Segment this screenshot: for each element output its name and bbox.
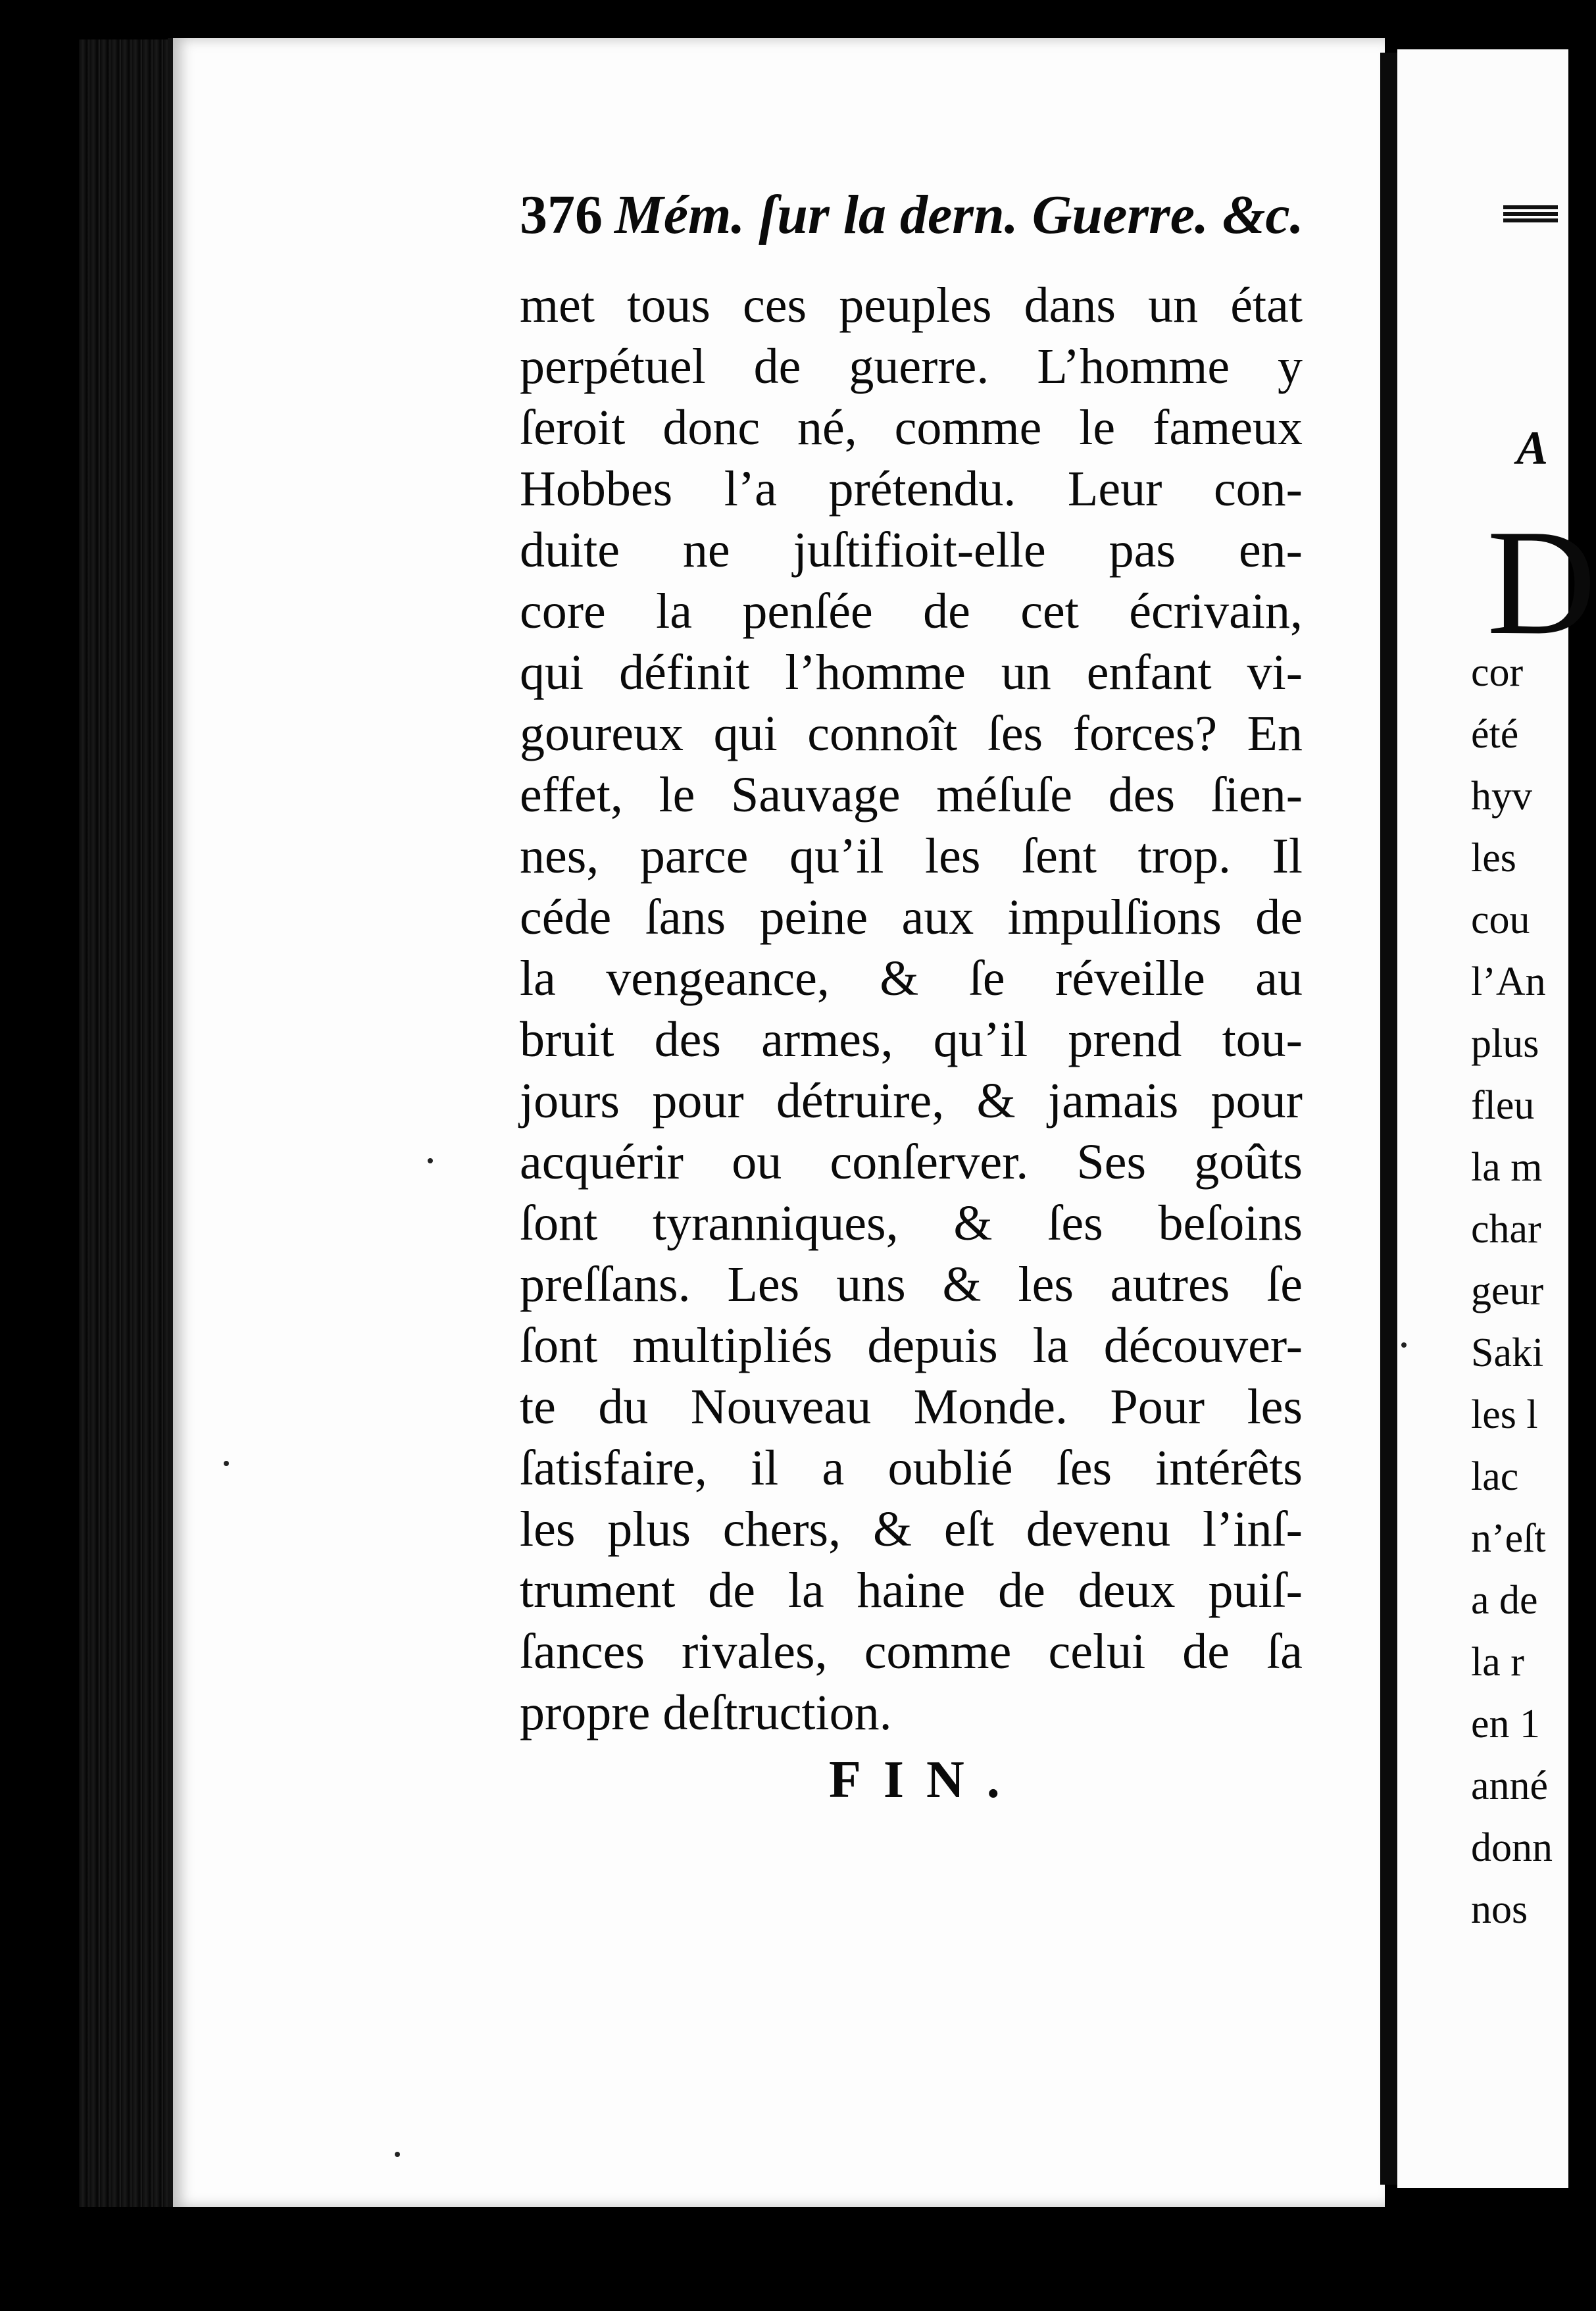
text-line: acquérir ou conſerver. Ses goûts bbox=[520, 1134, 1303, 1190]
facing-line: les bbox=[1471, 836, 1516, 880]
text-line: trument de la haine de deux puiſ- bbox=[520, 1563, 1303, 1618]
running-head bbox=[520, 184, 1309, 245]
running-title: Mém. ſur la dern. Guerre. &c. bbox=[614, 184, 1304, 245]
facing-line: Saki bbox=[1471, 1331, 1544, 1375]
body-text bbox=[520, 275, 1303, 1744]
facing-line: cou bbox=[1471, 898, 1530, 942]
text-line: bruit des armes, qu’il prend tou- bbox=[520, 1012, 1303, 1067]
facing-line: fleu bbox=[1471, 1083, 1535, 1128]
facing-line: geur bbox=[1471, 1269, 1544, 1313]
text-line: ſances rivales, comme celui de ſa bbox=[520, 1624, 1303, 1679]
page-number: 376 bbox=[520, 184, 603, 245]
facing-page-text bbox=[1471, 642, 1558, 1941]
paper-speck bbox=[224, 1461, 229, 1466]
facing-line: la r bbox=[1471, 1640, 1524, 1685]
text-line: ſeroit donc né, comme le fameux bbox=[520, 400, 1303, 455]
text-line: ſont multipliés depuis la découver- bbox=[520, 1318, 1303, 1373]
text-line: nes, parce qu’il les ſent trop. Il bbox=[520, 828, 1303, 884]
text-line: ſont tyranniques, & ſes beſoins bbox=[520, 1196, 1303, 1251]
facing-line: char bbox=[1471, 1207, 1541, 1252]
text-line: la vengeance, & ſe réveille au bbox=[520, 951, 1303, 1006]
text-line: propre deſtruction. bbox=[520, 1685, 892, 1740]
facing-line: n’eſt bbox=[1471, 1516, 1546, 1561]
text-line: les plus chers, & eſt devenu l’inſ- bbox=[520, 1502, 1303, 1557]
facing-line: nos bbox=[1471, 1887, 1528, 1932]
facing-line: en 1 bbox=[1471, 1702, 1541, 1746]
text-line: Hobbes l’a prétendu. Leur con- bbox=[520, 461, 1303, 517]
facing-page-ornament-rule bbox=[1503, 205, 1558, 225]
facing-line: a de bbox=[1471, 1578, 1538, 1623]
facing-line: lac bbox=[1471, 1454, 1519, 1499]
text-line: preſſans. Les uns & les autres ſe bbox=[520, 1257, 1303, 1312]
facing-line: anné bbox=[1471, 1764, 1549, 1808]
facing-line: cor bbox=[1471, 650, 1524, 695]
text-line: duite ne juſtifioit-elle pas en- bbox=[520, 522, 1303, 578]
text-line: ſatisfaire, il a oublié ſes intérêts bbox=[520, 1440, 1303, 1496]
text-line: qui définit l’homme un enfant vi- bbox=[520, 645, 1303, 700]
paper-speck bbox=[1401, 1342, 1407, 1348]
paper-speck bbox=[395, 2152, 400, 2157]
paper-speck bbox=[428, 1158, 433, 1163]
text-line: céde ſans peine aux impulſions de bbox=[520, 890, 1303, 945]
facing-line: la m bbox=[1471, 1145, 1543, 1190]
text-line: jours pour détruire, & jamais pour bbox=[520, 1073, 1303, 1129]
facing-line: été bbox=[1471, 712, 1519, 757]
facing-page-heading: A bbox=[1516, 422, 1549, 474]
text-line: goureux qui connoît ſes forces? En bbox=[520, 706, 1303, 761]
page-gutter bbox=[1380, 53, 1397, 2185]
facing-line: hyv bbox=[1471, 774, 1532, 819]
facing-line: les l bbox=[1471, 1392, 1538, 1437]
end-mark: FIN. bbox=[829, 1751, 1022, 1809]
facing-page-drop-cap: D bbox=[1487, 498, 1596, 666]
text-line: core la penſée de cet écrivain, bbox=[520, 584, 1303, 639]
scan-bottom-border bbox=[0, 2207, 1558, 2311]
text-line: effet, le Sauvage méſuſe des ſien- bbox=[520, 767, 1303, 823]
text-line: met tous ces peuples dans un état bbox=[520, 278, 1303, 333]
facing-line: plus bbox=[1471, 1021, 1539, 1066]
facing-line: donn bbox=[1471, 1825, 1553, 1870]
text-line: te du Nouveau Monde. Pour les bbox=[520, 1379, 1303, 1435]
facing-line: l’An bbox=[1471, 959, 1546, 1004]
text-line: perpétuel de guerre. L’homme y bbox=[520, 339, 1303, 394]
